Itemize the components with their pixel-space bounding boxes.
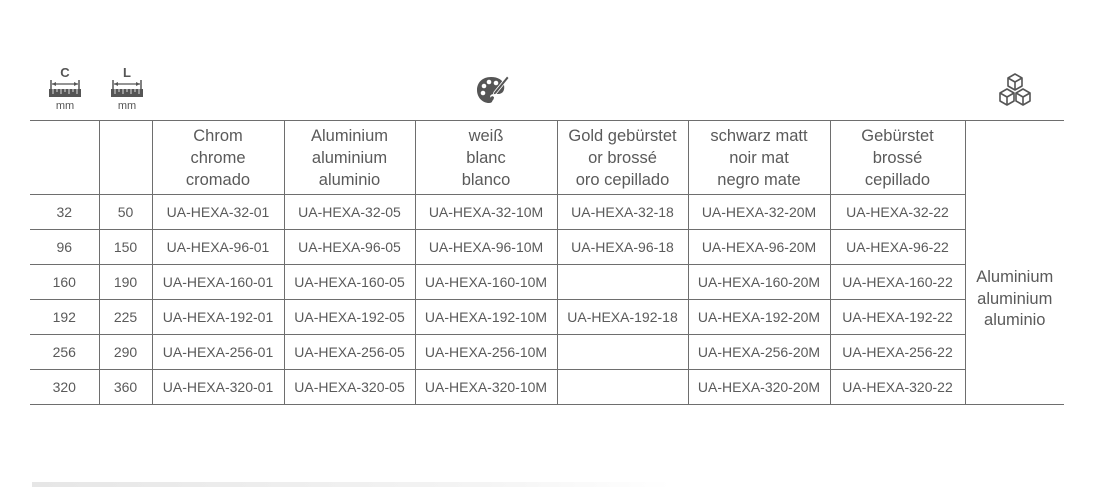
c-value-cell: 256	[30, 335, 99, 370]
c-header-cell	[30, 121, 99, 195]
finish-header-white	[415, 121, 557, 195]
length-icon	[110, 64, 150, 114]
finish-header-brushed	[830, 121, 965, 195]
table-row	[30, 230, 1064, 265]
code-cell: UA-HEXA-32-20M	[688, 195, 830, 230]
code-cell: UA-HEXA-32-10M	[415, 195, 557, 230]
code-cell: UA-HEXA-256-05	[284, 335, 415, 370]
l-value-cell: 290	[99, 335, 152, 370]
code-cell: UA-HEXA-192-10M	[415, 300, 557, 335]
table-row	[30, 370, 1064, 405]
code-cell: UA-HEXA-192-20M	[688, 300, 830, 335]
material-label-es: aluminio	[984, 311, 1046, 329]
code-cell: UA-HEXA-192-01	[152, 300, 284, 335]
code-cell: UA-HEXA-160-05	[284, 265, 415, 300]
finish-header-aluminium	[284, 121, 415, 195]
code-cell: UA-HEXA-256-01	[152, 335, 284, 370]
code-cell: UA-HEXA-96-18	[557, 230, 688, 265]
finish-label-de: schwarz matt	[710, 126, 808, 145]
finish-header-matt-black	[688, 121, 830, 195]
material-header-cell	[965, 121, 1064, 195]
c-value-cell: 160	[30, 265, 99, 300]
code-cell: UA-HEXA-160-10M	[415, 265, 557, 300]
svg-text:C: C	[60, 65, 70, 80]
code-cell	[557, 370, 688, 405]
finish-header-brushed-gold	[557, 121, 688, 195]
material-cell	[965, 195, 1064, 405]
code-cell: UA-HEXA-96-22	[830, 230, 965, 265]
finish-label-en: noir mat	[729, 148, 789, 167]
code-cell: UA-HEXA-96-10M	[415, 230, 557, 265]
finish-label-de: Gold gebürstet	[568, 126, 677, 145]
code-cell: UA-HEXA-96-01	[152, 230, 284, 265]
finish-label-en: brossé	[872, 148, 923, 167]
c-value-cell: 32	[30, 195, 99, 230]
code-cell: UA-HEXA-256-22	[830, 335, 965, 370]
code-cell: UA-HEXA-320-22	[830, 370, 965, 405]
code-cell: UA-HEXA-160-20M	[688, 265, 830, 300]
finish-label-en: aluminium	[311, 148, 388, 167]
code-cell: UA-HEXA-256-20M	[688, 335, 830, 370]
svg-text:mm: mm	[55, 100, 75, 112]
finish-label-en: chrome	[190, 148, 246, 167]
finish-label-es: aluminio	[318, 170, 381, 189]
code-cell: UA-HEXA-96-20M	[688, 230, 830, 265]
svg-text:L: L	[123, 65, 131, 80]
center-distance-icon	[48, 64, 88, 114]
finish-label-es: cromado	[185, 170, 251, 189]
code-cell	[557, 335, 688, 370]
l-value-cell: 360	[99, 370, 152, 405]
code-cell	[557, 265, 688, 300]
code-cell: UA-HEXA-320-10M	[415, 370, 557, 405]
code-cell: UA-HEXA-32-05	[284, 195, 415, 230]
l-value-cell: 50	[99, 195, 152, 230]
code-cell: UA-HEXA-32-22	[830, 195, 965, 230]
code-cell: UA-HEXA-320-05	[284, 370, 415, 405]
finish-label-es: oro cepillado	[575, 170, 670, 189]
cubes-icon	[996, 72, 1034, 113]
code-cell: UA-HEXA-320-01	[152, 370, 284, 405]
code-cell: UA-HEXA-160-22	[830, 265, 965, 300]
code-cell: UA-HEXA-192-22	[830, 300, 965, 335]
c-value-cell: 192	[30, 300, 99, 335]
finish-label-de: Aluminium	[310, 126, 389, 145]
finish-label-es: negro mate	[717, 170, 801, 189]
table-header-row	[30, 121, 1064, 195]
material-label-de: Aluminium	[976, 268, 1054, 286]
code-cell: UA-HEXA-96-05	[284, 230, 415, 265]
l-value-cell: 225	[99, 300, 152, 335]
c-value-cell: 96	[30, 230, 99, 265]
l-value-cell: 150	[99, 230, 152, 265]
finish-label-de: weiß	[468, 126, 504, 145]
palette-icon	[476, 74, 510, 111]
l-value-cell: 190	[99, 265, 152, 300]
finish-header-chrome	[152, 121, 284, 195]
material-label-en: aluminium	[977, 289, 1053, 308]
icon-header-row	[0, 0, 1098, 120]
product-code-table	[30, 120, 1064, 405]
code-cell: UA-HEXA-192-05	[284, 300, 415, 335]
bottom-divider	[32, 482, 672, 487]
finish-label-es: blanco	[461, 170, 511, 189]
finish-label-en: blanc	[466, 148, 506, 167]
finish-label-en: or brossé	[588, 148, 657, 167]
table-row	[30, 335, 1064, 370]
code-cell: UA-HEXA-256-10M	[415, 335, 557, 370]
table-row	[30, 195, 1064, 230]
finish-label-es: cepillado	[864, 170, 931, 189]
code-cell: UA-HEXA-192-18	[557, 300, 688, 335]
code-cell: UA-HEXA-32-18	[557, 195, 688, 230]
code-cell: UA-HEXA-320-20M	[688, 370, 830, 405]
code-cell: UA-HEXA-160-01	[152, 265, 284, 300]
table-row	[30, 300, 1064, 335]
l-header-cell	[99, 121, 152, 195]
svg-text:mm: mm	[117, 100, 137, 112]
table-row	[30, 265, 1064, 300]
c-value-cell: 320	[30, 370, 99, 405]
code-cell: UA-HEXA-32-01	[152, 195, 284, 230]
finish-label-de: Chrom	[193, 126, 243, 145]
finish-label-de: Gebürstet	[861, 126, 934, 145]
